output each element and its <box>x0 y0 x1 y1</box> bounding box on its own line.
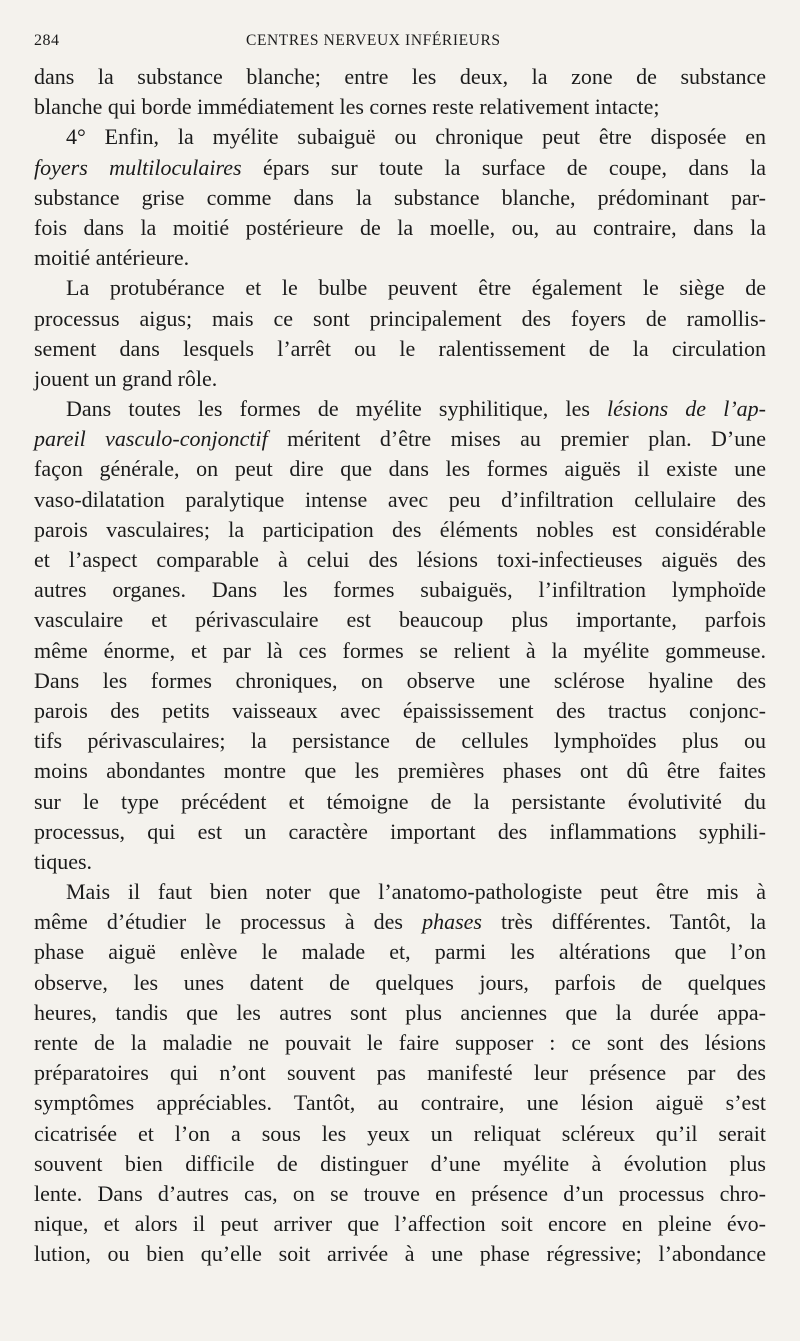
text-line <box>34 666 766 696</box>
text-segment: et l’aspect comparable à celui des lésions toxi-infectieuses aiguës des <box>34 547 766 572</box>
text-line <box>34 273 766 303</box>
text-segment: souvent bien difficile de distinguer d’une myélite à évolution plus <box>34 1150 766 1176</box>
running-title: CENTRES NERVEUX INFÉRIEURS <box>246 32 501 49</box>
text-segment: parois vasculaires; la participation des éléments nobles est considérable <box>34 516 766 542</box>
text-segment: processus aigus; mais ce sont principalement des foyers de ramollis- <box>34 305 766 331</box>
text-segment: méritent d’être mises au premier plan. D’une <box>267 426 766 452</box>
text-segment: 4° Enfin, la myélite subaiguë ou chronique peut être disposée en <box>66 124 766 150</box>
text-line <box>34 92 766 122</box>
text-line <box>34 968 766 998</box>
body-text <box>34 62 766 1270</box>
text-line <box>34 454 766 484</box>
text-line <box>34 696 766 726</box>
text-segment: épars sur toute la surface de coupe, dans la <box>241 154 766 180</box>
text-segment: vasculaire et périvasculaire est beaucoup plus importante, parfois <box>34 607 766 633</box>
text-line <box>34 1179 766 1209</box>
text-line <box>34 726 766 756</box>
text-line <box>34 1028 766 1058</box>
italic-text: foyers multiloculaires <box>34 154 242 180</box>
text-line <box>34 424 766 454</box>
text-line <box>34 213 766 243</box>
page-number: 284 <box>34 32 60 49</box>
text-line <box>34 937 766 967</box>
running-header <box>34 30 774 56</box>
text-line <box>34 62 766 92</box>
text-line <box>34 183 766 213</box>
text-segment: même énorme, et par là ces formes se relient à la myélite gommeuse. <box>34 637 766 663</box>
text-segment: Dans les formes chroniques, on observe une sclérose hyaline des <box>34 667 766 693</box>
text-line <box>34 787 766 817</box>
text-line <box>34 1088 766 1118</box>
text-line <box>34 243 766 273</box>
text-line <box>34 153 766 183</box>
text-segment: sur le type précédent et témoigne de la persistante évolutivité du <box>34 788 766 814</box>
text-segment: substance grise comme dans la substance blanche, prédominant par- <box>34 184 766 210</box>
text-segment: lente. Dans d’autres cas, on se trouve en présence d’un processus chro- <box>34 1180 766 1206</box>
text-segment: même d’étudier le processus à des <box>34 909 423 935</box>
text-segment: Mais il faut bien noter que l’anatomo-pathologiste peut être mis à <box>66 879 766 905</box>
text-segment: vaso-dilatation paralytique intense avec peu d’infiltration cellulaire des <box>34 486 766 512</box>
text-segment: lution, ou bien qu’elle soit arrivée à une phase régressive; l’abondance <box>34 1241 766 1267</box>
text-segment: processus, qui est un caractère important des inflammations syphili- <box>34 818 766 844</box>
text-segment: moitié antérieure. <box>34 245 190 271</box>
text-segment: rente de la maladie ne pouvait le faire supposer : ce sont des lésions <box>34 1030 766 1055</box>
text-segment: heures, tandis que les autres sont plus anciennes que la durée appa- <box>34 999 766 1025</box>
text-segment: Dans toutes les formes de myélite syphilitique, les <box>66 396 608 422</box>
text-segment: tifs périvasculaires; la persistance de cellules lymphoïdes plus ou <box>34 728 766 754</box>
text-line <box>34 394 766 424</box>
text-segment: jouent un grand rôle. <box>34 365 218 391</box>
text-segment: fois dans la moitié postérieure de la moelle, ou, au contraire, dans la <box>34 214 766 240</box>
text-line <box>34 605 766 635</box>
text-line <box>34 575 766 605</box>
text-line <box>34 1209 766 1239</box>
text-segment: sement dans lesquels l’arrêt ou le ralentissement de la circulation <box>34 335 766 361</box>
text-segment: symptômes appréciables. Tantôt, au contraire, une lésion aiguë s’est <box>34 1090 766 1116</box>
text-segment: cicatrisée et l’on a sous les yeux un reliquat scléreux qu’il serait <box>34 1120 766 1146</box>
text-segment: observe, les unes datent de quelques jours, parfois de quelques <box>34 969 766 995</box>
text-line <box>34 1239 766 1269</box>
italic-text: phases <box>422 909 482 935</box>
text-line <box>34 877 766 907</box>
text-segment: moins abondantes montre que les premières phases ont dû être faites <box>34 758 766 784</box>
text-segment: nique, et alors il peut arriver que l’affection soit encore en pleine évo- <box>34 1211 766 1237</box>
italic-text: lésions de l’ap- <box>607 396 766 422</box>
text-line <box>34 636 766 666</box>
text-line <box>34 515 766 545</box>
text-segment: dans la substance blanche; entre les deux, la zone de substance <box>34 64 766 89</box>
text-line <box>34 1058 766 1088</box>
text-line <box>34 334 766 364</box>
text-line <box>34 304 766 334</box>
text-line <box>34 756 766 786</box>
text-segment: La protubérance et le bulbe peuvent être également le siège de <box>66 275 766 301</box>
text-line <box>34 847 766 877</box>
text-segment: façon générale, on peut dire que dans les formes aiguës il existe une <box>34 456 766 482</box>
text-line <box>34 1149 766 1179</box>
text-line <box>34 1119 766 1149</box>
italic-text: pareil vasculo-conjonctif <box>34 426 268 452</box>
text-segment: autres organes. Dans les formes subaiguës, l’infiltration lymphoïde <box>34 577 766 603</box>
text-line <box>34 364 766 394</box>
text-segment: blanche qui borde immédiatement les cornes reste relativement intacte; <box>34 94 660 120</box>
text-segment: phase aiguë enlève le malade et, parmi les altérations que l’on <box>34 939 766 965</box>
text-segment: préparatoires qui n’ont souvent pas manifesté leur présence par des <box>34 1060 766 1086</box>
text-segment: tiques. <box>34 848 93 874</box>
text-line <box>34 998 766 1028</box>
text-line <box>34 485 766 515</box>
text-segment: parois des petits vaisseaux avec épaississement des tractus conjonc- <box>34 697 766 723</box>
text-line <box>34 907 766 937</box>
text-line <box>34 817 766 847</box>
text-line <box>34 122 766 152</box>
text-segment: très différentes. Tantôt, la <box>481 909 767 935</box>
text-line <box>34 545 766 575</box>
